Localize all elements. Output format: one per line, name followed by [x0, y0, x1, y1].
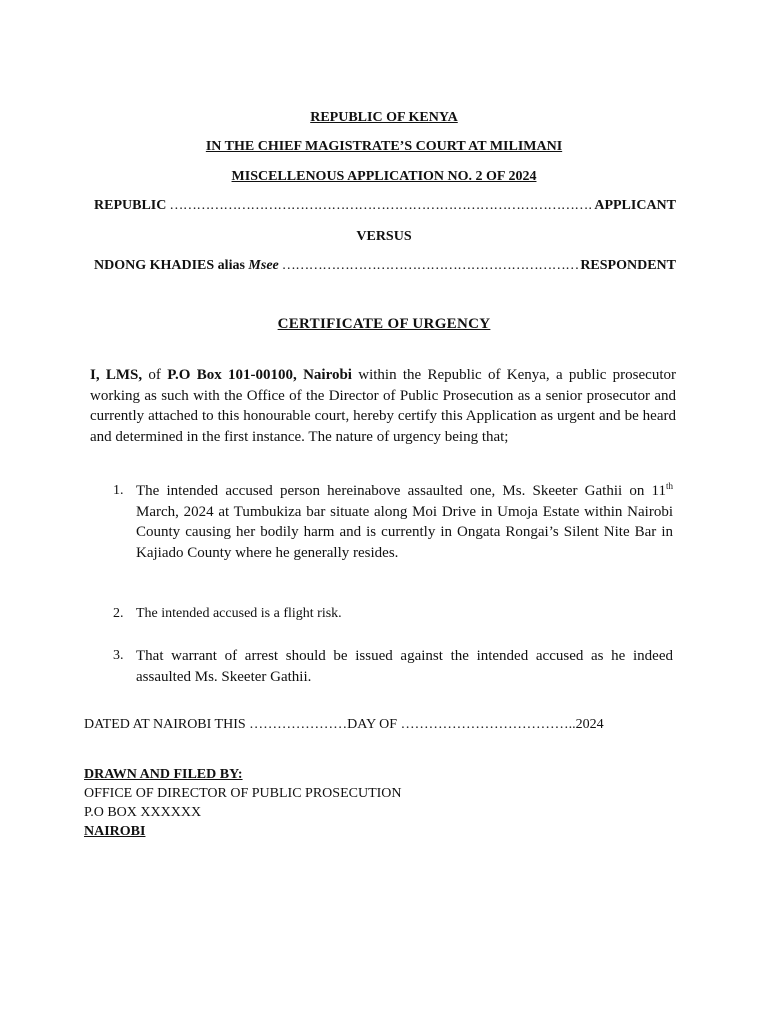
dated-month-dots: ……………………………….. [400, 717, 576, 732]
respondent-line [94, 258, 676, 274]
dated-year: 2024 [575, 717, 604, 732]
respondent-role: RESPONDENT [580, 258, 676, 273]
ground-text-part-b: March, 2024 at Tumbukiza bar situate along Moi Drive in Umoja Estate within Nairobi County causing her bodily harm and is currently in Ongata Rongai’s Silent Nite Bar in Kajiado County where he generally resides. [136, 503, 673, 561]
ground-text: That warrant of arrest should be issued against the intended accused as he indeed assaulted Ms. Skeeter Gathii. [136, 648, 673, 685]
intro-name: I, LMS, [90, 367, 143, 383]
header-court: IN THE CHIEF MAGISTRATE’S COURT AT MILIMANI [205, 139, 563, 154]
dated-line [84, 717, 604, 733]
respondent-name [94, 258, 279, 274]
versus-label: VERSUS [356, 229, 412, 244]
applicant-dots [166, 198, 594, 214]
ground-3 [113, 646, 673, 687]
filed-office: OFFICE OF DIRECTOR OF PUBLIC PROSECUTION [84, 786, 402, 801]
ground-number: 2. [113, 606, 124, 621]
applicant-name: REPUBLIC [94, 198, 167, 213]
header-case-number: MISCELLENOUS APPLICATION NO. 2 OF 2024 [231, 169, 537, 184]
dated-day-of: DAY OF [347, 717, 401, 732]
respondent-alias: Msee [248, 258, 279, 273]
ground-text-sup: th [665, 481, 673, 491]
applicant-line [94, 198, 676, 214]
intro-address: P.O Box 101-00100, Nairobi [167, 367, 352, 383]
intro-of: of [142, 367, 168, 383]
intro-body: within the Republic of Kenya, a public prosecutor working as such with the Office of the Director of Public Prosecution as a senior prosecutor and currently attached to this honourable court, hereby certify this Application as urgent and be heard and determined in the first instance. The nature of urgency being that; [90, 367, 676, 445]
respondent-name-text: NDONG KHADIES alias [94, 258, 249, 273]
filed-box: P.O BOX XXXXXX [84, 805, 202, 820]
filed-heading: DRAWN AND FILED BY: [84, 767, 243, 782]
applicant-role: APPLICANT [594, 198, 676, 213]
certificate-title: CERTIFICATE OF URGENCY [277, 316, 491, 332]
ground-text-part-a: The intended accused person hereinabove assaulted one, Ms. Skeeter Gathii on 11 [136, 483, 666, 499]
ground-number: 1. [113, 483, 124, 498]
filed-city: NAIROBI [84, 824, 146, 839]
ground-number: 3. [113, 648, 124, 663]
dated-day-dots: ………………… [249, 717, 348, 732]
ground-2 [113, 604, 673, 625]
ground-text [136, 481, 673, 563]
intro-paragraph [90, 365, 676, 447]
ground-1 [113, 481, 673, 563]
header-republic: REPUBLIC OF KENYA [310, 110, 458, 125]
ground-text: The intended accused is a flight risk. [136, 606, 342, 621]
dated-prefix: DATED AT NAIROBI THIS [84, 717, 250, 732]
respondent-dots [279, 258, 581, 274]
